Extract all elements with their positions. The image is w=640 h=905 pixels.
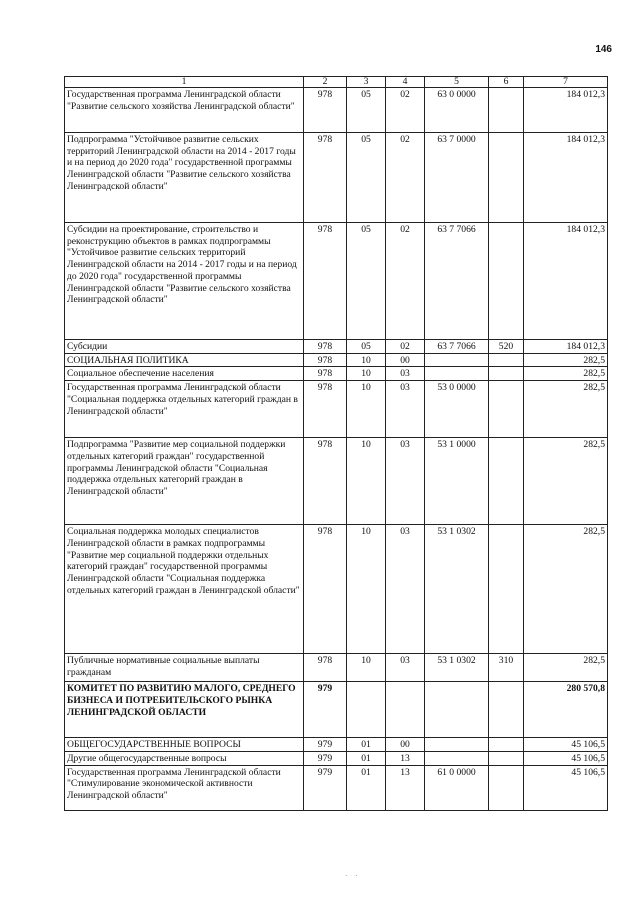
row-amount: 45 106,5 <box>524 765 608 810</box>
row-amount: 184 012,3 <box>524 223 608 340</box>
row-expense-type <box>489 367 524 381</box>
row-name-cell: Социальное обеспечение населения <box>65 367 304 381</box>
row-expense-type <box>489 353 524 367</box>
table-row <box>65 223 608 340</box>
row-amount: 282,5 <box>524 438 608 525</box>
row-department-code: 978 <box>304 525 347 654</box>
row-target-article: 63 7 7066 <box>425 340 489 354</box>
row-amount: 282,5 <box>524 367 608 381</box>
row-name-cell: Подпрограмма "Устойчивое развитие сельских территорий Ленинградской области на 2014 - 2017 годы и на период до 2020 года" государственной программы Ленинградской области "Развитие сельского хозяйства Ленинградской области" <box>65 133 304 223</box>
row-amount: 282,5 <box>524 654 608 682</box>
row-amount: 45 106,5 <box>524 751 608 765</box>
row-name-cell: КОМИТЕТ ПО РАЗВИТИЮ МАЛОГО, СРЕДНЕГО БИЗНЕСА И ПОТРЕБИТЕЛЬСКОГО РЫНКА ЛЕНИНГРАДСКОЙ ОБЛАСТИ <box>65 682 304 738</box>
row-target-article: 53 1 0302 <box>425 525 489 654</box>
row-subsection-code: 00 <box>386 738 425 752</box>
row-subsection-code: 00 <box>386 353 425 367</box>
row-name-cell: Государственная программа Ленинградской области "Стимулирование экономической активности Ленинградской области" <box>65 765 304 810</box>
row-name-cell: Подпрограмма "Развитие мер социальной поддержки отдельных категорий граждан" государственной программы Ленинградской области "Социальная поддержка отдельных категорий граждан в Ленинградской области" <box>65 438 304 525</box>
page-number: 146 <box>595 44 612 55</box>
table-row <box>65 88 608 133</box>
row-name-cell: Публичные нормативные социальные выплаты гражданам <box>65 654 304 682</box>
row-subsection-code: 03 <box>386 438 425 525</box>
row-amount: 282,5 <box>524 525 608 654</box>
row-department-code: 978 <box>304 340 347 354</box>
row-name-cell: Государственная программа Ленинградской области "Социальная поддержка отдельных категорий граждан в Ленинградской области" <box>65 381 304 438</box>
row-subsection-code: 02 <box>386 223 425 340</box>
row-section-code: 01 <box>347 738 386 752</box>
row-amount: 184 012,3 <box>524 340 608 354</box>
row-section-code: 05 <box>347 340 386 354</box>
row-subsection-code: 03 <box>386 381 425 438</box>
row-section-code: 10 <box>347 381 386 438</box>
table-header-row <box>65 77 608 88</box>
row-target-article: 63 0 0000 <box>425 88 489 133</box>
row-expense-type: 310 <box>489 654 524 682</box>
row-section-code: 10 <box>347 353 386 367</box>
row-section-code: 05 <box>347 88 386 133</box>
row-department-code: 978 <box>304 381 347 438</box>
row-department-code: 978 <box>304 133 347 223</box>
row-amount: 184 012,3 <box>524 133 608 223</box>
row-department-code: 978 <box>304 654 347 682</box>
row-department-code: 978 <box>304 88 347 133</box>
row-amount: 184 012,3 <box>524 88 608 133</box>
row-amount: 282,5 <box>524 353 608 367</box>
header-col-2: 2 <box>304 77 347 88</box>
table-row <box>65 525 608 654</box>
row-section-code: 10 <box>347 367 386 381</box>
row-name-cell: Другие общегосударственные вопросы <box>65 751 304 765</box>
header-col-3: 3 <box>347 77 386 88</box>
table-row <box>65 367 608 381</box>
row-name-cell: Государственная программа Ленинградской области "Развитие сельского хозяйства Ленинградской области" <box>65 88 304 133</box>
row-department-code: 978 <box>304 223 347 340</box>
row-expense-type <box>489 88 524 133</box>
row-target-article: 53 1 0000 <box>425 438 489 525</box>
table-row <box>65 381 608 438</box>
row-department-code: 978 <box>304 367 347 381</box>
header-col-7: 7 <box>524 77 608 88</box>
row-target-article: 53 0 0000 <box>425 381 489 438</box>
row-expense-type <box>489 682 524 738</box>
table-row <box>65 133 608 223</box>
row-target-article: 63 7 7066 <box>425 223 489 340</box>
row-department-code: 978 <box>304 438 347 525</box>
row-target-article <box>425 751 489 765</box>
row-target-article <box>425 682 489 738</box>
row-target-article <box>425 353 489 367</box>
row-name-cell: Социальная поддержка молодых специалистов Ленинградской области в рамках подпрограммы "Развитие мер социальной поддержки отдельных категорий граждан" государственной программы Ленинградской области "Социальная поддержка отдельных категорий граждан в Ленинградской области" <box>65 525 304 654</box>
row-name-cell: ОБЩЕГОСУДАРСТВЕННЫЕ ВОПРОСЫ <box>65 738 304 752</box>
table-row <box>65 751 608 765</box>
table-row <box>65 340 608 354</box>
row-amount: 280 570,8 <box>524 682 608 738</box>
row-subsection-code: 03 <box>386 654 425 682</box>
row-target-article: 61 0 0000 <box>425 765 489 810</box>
row-department-code: 978 <box>304 353 347 367</box>
table-row <box>65 654 608 682</box>
row-target-article: 63 7 0000 <box>425 133 489 223</box>
row-subsection-code: 13 <box>386 765 425 810</box>
row-section-code: 05 <box>347 223 386 340</box>
row-subsection-code: 02 <box>386 340 425 354</box>
row-name-cell: Субсидии <box>65 340 304 354</box>
row-expense-type <box>489 751 524 765</box>
header-col-6: 6 <box>489 77 524 88</box>
budget-table <box>64 76 608 811</box>
row-expense-type <box>489 438 524 525</box>
row-name-cell: Субсидии на проектирование, строительство и реконструкцию объектов в рамках подпрограммы "Устойчивое развитие сельских территорий Ленинградской области на 2014 - 2017 годы и на период до 2020 года" государственной программы Ленинградской области "Развитие сельского хозяйства Ленинградской области" <box>65 223 304 340</box>
row-amount: 282,5 <box>524 381 608 438</box>
table-row <box>65 738 608 752</box>
row-name-cell: СОЦИАЛЬНАЯ ПОЛИТИКА <box>65 353 304 367</box>
table-row <box>65 353 608 367</box>
row-expense-type <box>489 223 524 340</box>
row-section-code: 01 <box>347 765 386 810</box>
row-section-code <box>347 682 386 738</box>
row-target-article: 53 1 0302 <box>425 654 489 682</box>
row-section-code: 10 <box>347 654 386 682</box>
row-section-code: 01 <box>347 751 386 765</box>
row-expense-type <box>489 133 524 223</box>
row-amount: 45 106,5 <box>524 738 608 752</box>
row-subsection-code: 03 <box>386 367 425 381</box>
row-department-code: 979 <box>304 751 347 765</box>
row-subsection-code: 02 <box>386 133 425 223</box>
row-section-code: 10 <box>347 525 386 654</box>
row-expense-type <box>489 525 524 654</box>
row-department-code: 979 <box>304 765 347 810</box>
table-row <box>65 765 608 810</box>
header-col-1: 1 <box>65 77 304 88</box>
scan-speckles: · · <box>345 872 361 880</box>
row-department-code: 979 <box>304 682 347 738</box>
table-row <box>65 682 608 738</box>
row-target-article <box>425 367 489 381</box>
row-expense-type <box>489 381 524 438</box>
row-subsection-code: 03 <box>386 525 425 654</box>
row-expense-type: 520 <box>489 340 524 354</box>
header-col-4: 4 <box>386 77 425 88</box>
row-section-code: 10 <box>347 438 386 525</box>
row-department-code: 979 <box>304 738 347 752</box>
row-section-code: 05 <box>347 133 386 223</box>
row-expense-type <box>489 738 524 752</box>
header-col-5: 5 <box>425 77 489 88</box>
row-subsection-code <box>386 682 425 738</box>
row-subsection-code: 02 <box>386 88 425 133</box>
table-row <box>65 438 608 525</box>
row-expense-type <box>489 765 524 810</box>
row-target-article <box>425 738 489 752</box>
row-subsection-code: 13 <box>386 751 425 765</box>
